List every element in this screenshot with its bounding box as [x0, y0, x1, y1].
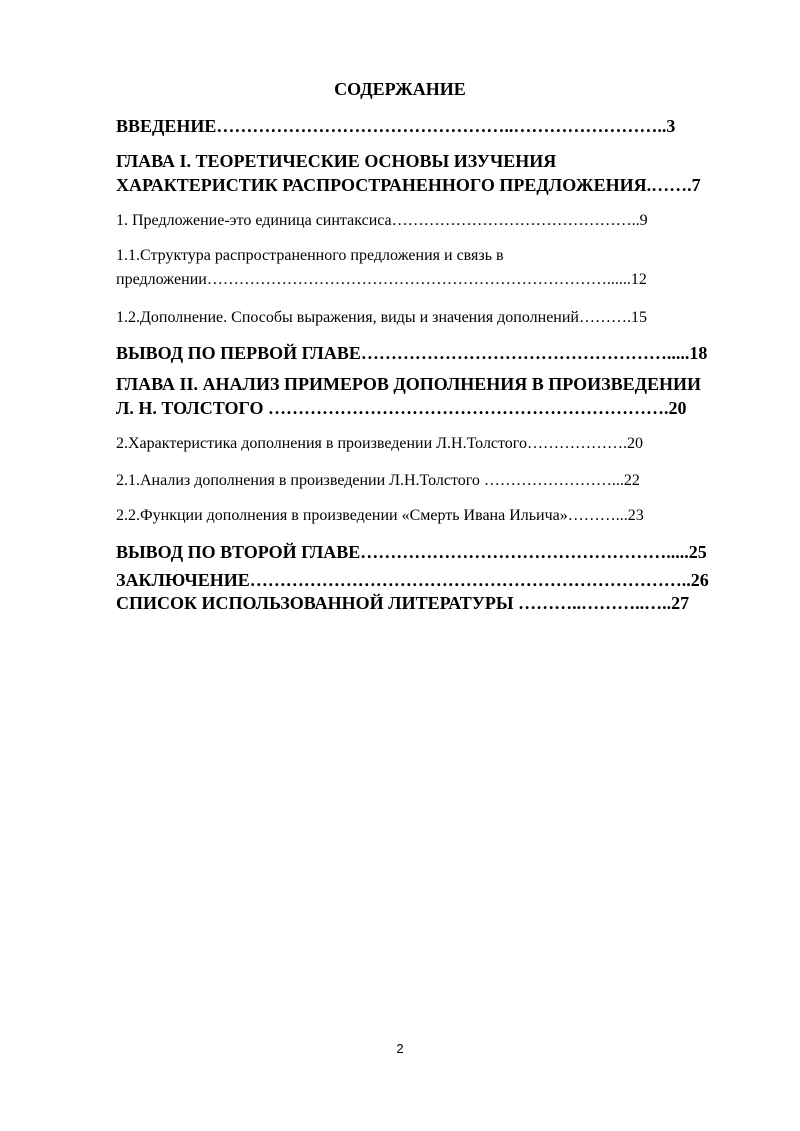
toc-entry-section-1-1-line2: предложении…………………………………………………………………......12 — [116, 271, 647, 288]
page-number: 2 — [396, 1041, 404, 1056]
toc-entry-chapter2-line1: ГЛАВА II. АНАЛИЗ ПРИМЕРОВ ДОПОЛНЕНИЯ В ПРОИЗВЕДЕНИИ — [116, 374, 702, 394]
toc-entry-section-2-1: 2.1.Анализ дополнения в произведении Л.Н.Толстого ……………………...22 — [116, 472, 640, 489]
toc-entry-intro: ВВЕДЕНИЕ…………………………………………..……………………..3 — [116, 116, 676, 136]
toc-entry-section-2-2: 2.2.Функции дополнения в произведении «Смерть Ивана Ильича»………...23 — [116, 507, 644, 524]
toc-entry-conclusion: ЗАКЛЮЧЕНИЕ………………………………………………………………..26 — [116, 570, 709, 590]
toc-entry-section-1: 1. Предложение-это единица синтаксиса………………………………………..9 — [116, 212, 648, 229]
toc-entry-references: СПИСОК ИСПОЛЬЗОВАННОЙ ЛИТЕРАТУРЫ ………..………..…..27 — [116, 593, 690, 613]
toc-entry-section-1-2: 1.2.Дополнение. Способы выражения, виды и значения дополнений……….15 — [116, 309, 647, 326]
toc-entry-chapter1-line1: ГЛАВА I. ТЕОРЕТИЧЕСКИЕ ОСНОВЫ ИЗУЧЕНИЯ — [116, 151, 557, 171]
toc-entry-conclusion-chapter1: ВЫВОД ПО ПЕРВОЙ ГЛАВЕ…………………………………………….....18 — [116, 343, 708, 363]
toc-entry-section-1-1-line1: 1.1.Структура распространенного предложения и связь в — [116, 247, 504, 264]
toc-entry-chapter1-line2: ХАРАКТЕРИСТИК РАСПРОСТРАНЕННОГО ПРЕДЛОЖЕНИЯ.…….7 — [116, 175, 701, 195]
toc-entry-chapter2-line2: Л. Н. ТОЛСТОГО ………………………………………………………….20 — [116, 398, 687, 418]
page-title: СОДЕРЖАНИЕ — [334, 79, 466, 99]
toc-entry-section-2: 2.Характеристика дополнения в произведении Л.Н.Толстого……………….20 — [116, 435, 643, 452]
toc-entry-conclusion-chapter2: ВЫВОД ПО ВТОРОЙ ГЛАВЕ…………………………………………….....25 — [116, 542, 707, 562]
